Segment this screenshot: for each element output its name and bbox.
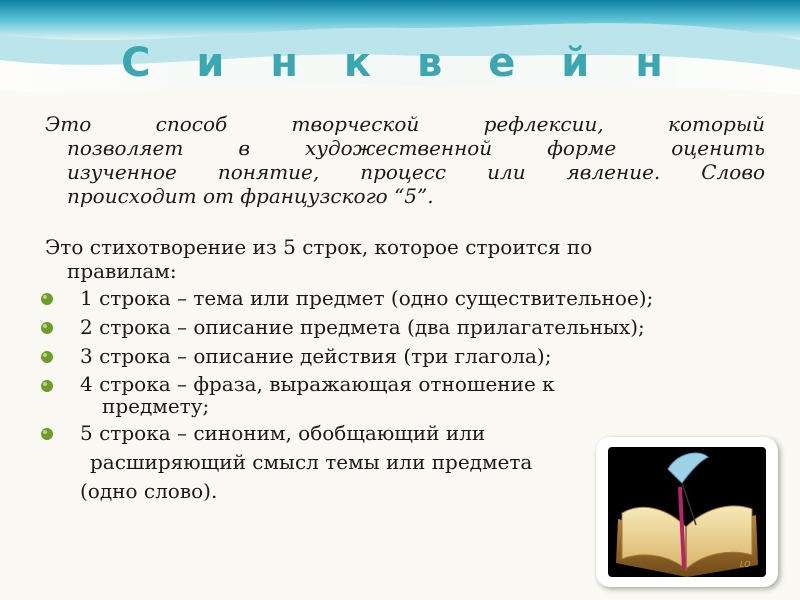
open-book-illustration: [608, 447, 766, 577]
rules-intro-line: правилам:: [67, 259, 177, 283]
list-item: [40, 315, 780, 340]
rules-list: [40, 286, 780, 450]
intro-line: Это способ творческой рефлексии, который: [45, 112, 765, 136]
tail-line: расширяющий смысл темы или предмета: [90, 450, 533, 474]
rules-intro-line: Это стихотворение из 5 строк, которое строится по: [45, 235, 593, 259]
rules-intro: [45, 235, 705, 283]
rule-text: 5 строка – синоним, обобщающий или: [80, 421, 486, 445]
rule-text: 4 строка – фраза, выражающая отношение к: [80, 372, 555, 396]
green-dot-bullet-icon: [40, 427, 54, 441]
intro-line: происходит от французского “5”.: [67, 184, 434, 208]
green-dot-bullet-icon: [40, 292, 54, 306]
intro-line: изученное понятие, процесс или явление. Слово: [67, 160, 765, 184]
intro-line: позволяет в художественной форме оценить: [67, 136, 765, 160]
slide-title: С и н к в е й н: [121, 40, 679, 86]
tail-line: (одно слово).: [80, 479, 218, 503]
open-book-with-quill-icon: [608, 447, 766, 577]
rule-text: 3 строка – описание действия (три глагола);: [80, 344, 552, 368]
image-caption: LO: [740, 560, 751, 569]
list-item: [40, 286, 780, 311]
list-item: [40, 373, 780, 417]
green-dot-bullet-icon: [40, 350, 54, 364]
green-dot-bullet-icon: [40, 379, 54, 393]
rule-text: предмету;: [102, 394, 210, 418]
rule-text: 1 строка – тема или предмет (одно существительное);: [80, 286, 654, 310]
intro-paragraph: [45, 112, 765, 208]
book-picture-frame: [596, 437, 778, 587]
list-item: [40, 344, 780, 369]
green-dot-bullet-icon: [40, 321, 54, 335]
rule-text: 2 строка – описание предмета (два прилагательных);: [80, 315, 645, 339]
rule-continuation: [80, 448, 532, 506]
